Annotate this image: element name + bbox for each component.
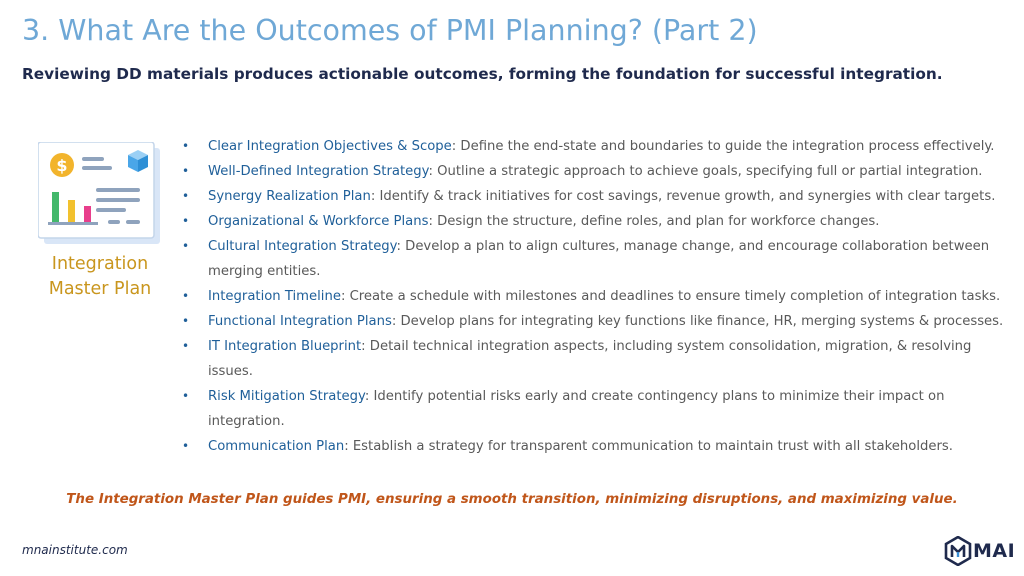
item-term: Clear Integration Objectives & Scope xyxy=(208,139,452,154)
list-item xyxy=(182,434,1012,459)
outcomes-list xyxy=(182,134,1012,459)
hexagon-logo-icon xyxy=(944,536,972,566)
bullet-icon: • xyxy=(182,189,190,203)
item-text: : Develop plans for integrating key functions like finance, HR, merging systems & processes. xyxy=(391,314,1004,329)
list-item xyxy=(182,159,1012,184)
item-term: Functional Integration Plans xyxy=(208,314,392,329)
item-text: : Detail technical integration aspects, including system consolidation, migration, & resolving issues. xyxy=(208,339,972,379)
slide-subtitle: Reviewing DD materials produces actionable outcomes, forming the foundation for successful integration. xyxy=(22,65,943,83)
list-item xyxy=(182,309,1012,334)
list-item xyxy=(182,184,1012,209)
logo-text: MAI xyxy=(973,540,1016,562)
website-link[interactable]: mnainstitute.com xyxy=(22,543,128,557)
plan-label-line2: Master Plan xyxy=(48,279,152,299)
item-term: Synergy Realization Plan xyxy=(208,189,371,204)
list-item xyxy=(182,209,1012,234)
item-term: Integration Timeline xyxy=(208,289,341,304)
item-text: : Identify potential risks early and create contingency plans to minimize their impact on integration. xyxy=(208,389,945,429)
item-term: Risk Mitigation Strategy xyxy=(208,389,365,404)
item-term: Well-Defined Integration Strategy xyxy=(208,164,429,179)
list-item xyxy=(182,234,1012,284)
bullet-icon: • xyxy=(182,439,190,453)
item-text: : Create a schedule with milestones and deadlines to ensure timely completion of integration tasks. xyxy=(340,289,1001,304)
bullet-icon: • xyxy=(182,214,190,228)
bullet-icon: • xyxy=(182,389,190,403)
list-item xyxy=(182,334,1012,384)
item-text: : Develop a plan to align cultures, manage change, and encourage collaboration between merging entities. xyxy=(208,239,990,279)
bullet-icon: • xyxy=(182,139,190,153)
item-text: : Establish a strategy for transparent communication to maintain trust with all stakeholders. xyxy=(344,439,953,454)
dollar-symbol: $ xyxy=(56,156,68,175)
integration-plan-document-icon xyxy=(38,142,162,246)
slide-title: 3. What Are the Outcomes of PMI Planning? (Part 2) xyxy=(22,14,758,47)
mai-logo xyxy=(944,536,1015,566)
item-term: Cultural Integration Strategy xyxy=(208,239,397,254)
bullet-icon: • xyxy=(182,339,190,353)
item-term: Communication Plan xyxy=(208,439,345,454)
item-text: : Design the structure, define roles, and plan for workforce changes. xyxy=(428,214,880,229)
bullet-icon: • xyxy=(182,289,190,303)
bullet-icon: • xyxy=(182,314,190,328)
item-text: : Outline a strategic approach to achieve goals, specifying full or partial integration. xyxy=(428,164,983,179)
plan-label-line1: Integration xyxy=(51,254,149,274)
item-text: : Identify & track initiatives for cost savings, revenue growth, and synergies with clear targets. xyxy=(370,189,996,204)
item-term: Organizational & Workforce Plans xyxy=(208,214,429,229)
list-item xyxy=(182,384,1012,434)
bullet-icon: • xyxy=(182,164,190,178)
list-item xyxy=(182,284,1012,309)
list-item xyxy=(182,134,1012,159)
item-term: IT Integration Blueprint xyxy=(208,339,362,354)
summary-note: The Integration Master Plan guides PMI, ensuring a smooth transition, minimizing disruptions, and maximizing value. xyxy=(66,492,958,507)
integration-master-plan-label xyxy=(38,252,162,302)
bullet-icon: • xyxy=(182,239,190,253)
item-text: : Define the end-state and boundaries to guide the integration process effectively. xyxy=(451,139,995,154)
